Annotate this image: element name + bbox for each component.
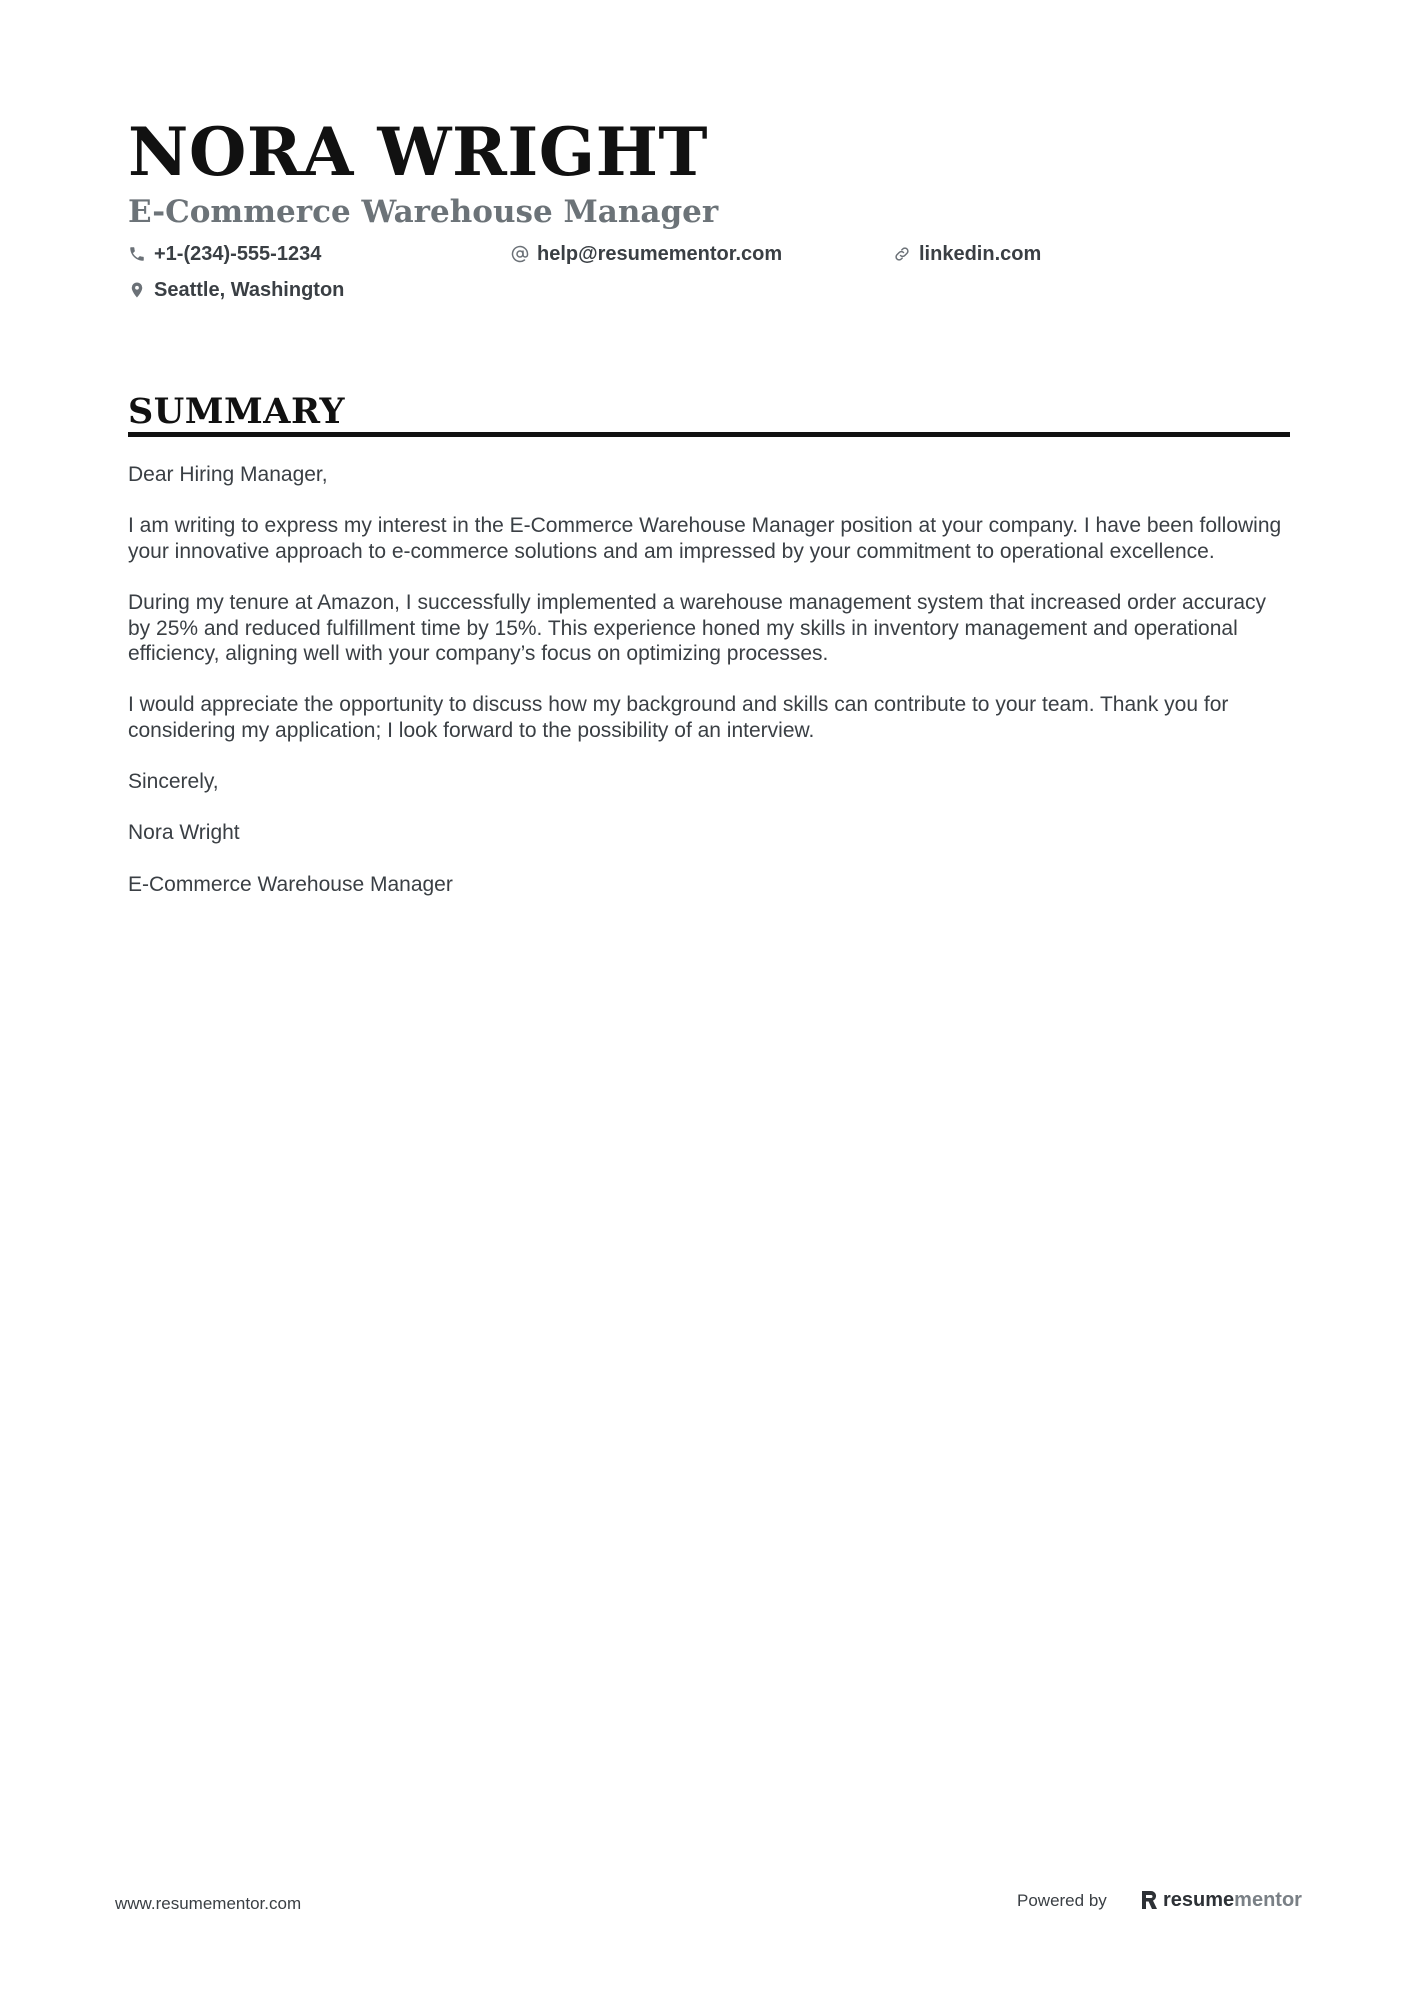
link-icon bbox=[893, 245, 911, 263]
contact-email[interactable] bbox=[511, 239, 782, 269]
phone-text: +1-(234)-555-1234 bbox=[154, 242, 322, 265]
signature-title: E-Commerce Warehouse Manager bbox=[128, 872, 453, 896]
website-text[interactable]: linkedin.com bbox=[919, 242, 1042, 265]
email-text[interactable]: help@resumementor.com bbox=[537, 242, 783, 265]
map-pin-icon bbox=[128, 281, 146, 299]
powered-by-label: Powered by bbox=[1017, 1891, 1107, 1910]
cover-letter-body bbox=[128, 462, 1290, 923]
signature-name: Nora Wright bbox=[128, 821, 240, 845]
brand-name-secondary: mentor bbox=[1234, 1888, 1302, 1911]
contact-location bbox=[128, 275, 344, 305]
footer-website-link[interactable]: www.resumementor.com bbox=[115, 1894, 302, 1913]
contact-website[interactable] bbox=[893, 239, 1041, 269]
at-sign-icon bbox=[511, 245, 529, 263]
letter-paragraph: I am writing to express my interest in the E-Commerce Warehouse Manager position at your company. I have been following your innovative approach to e-commerce solutions and am impressed by your commitment to operational excellence. bbox=[128, 514, 1282, 563]
brand-name-primary: resume bbox=[1163, 1888, 1235, 1911]
salutation: Dear Hiring Manager, bbox=[128, 463, 328, 486]
summary-heading: SUMMARY bbox=[128, 391, 345, 432]
job-title: E-Commerce Warehouse Manager bbox=[128, 194, 719, 230]
letter-paragraph: During my tenure at Amazon, I successfully implemented a warehouse management system that increased order accuracy by 25% and reduced fulfillment time by 15%. This experience honed my skills in inventory management and operational efficiency, aligning well with your company’s focus on optimizing processes. bbox=[128, 590, 1267, 666]
section-divider bbox=[128, 432, 1290, 437]
location-text: Seattle, Washington bbox=[154, 278, 345, 301]
contact-phone bbox=[128, 239, 321, 269]
candidate-name: NORA WRIGHT bbox=[128, 113, 709, 191]
closing: Sincerely, bbox=[128, 770, 219, 794]
letter-paragraph: I would appreciate the opportunity to discuss how my background and skills can contribute to your team. Thank you for considering my application; I look forward to the possibility of an interview. bbox=[128, 693, 1229, 742]
phone-icon bbox=[128, 245, 146, 263]
brand-logo[interactable] bbox=[1139, 1884, 1302, 1916]
resumementor-logo-icon bbox=[1139, 1888, 1159, 1912]
